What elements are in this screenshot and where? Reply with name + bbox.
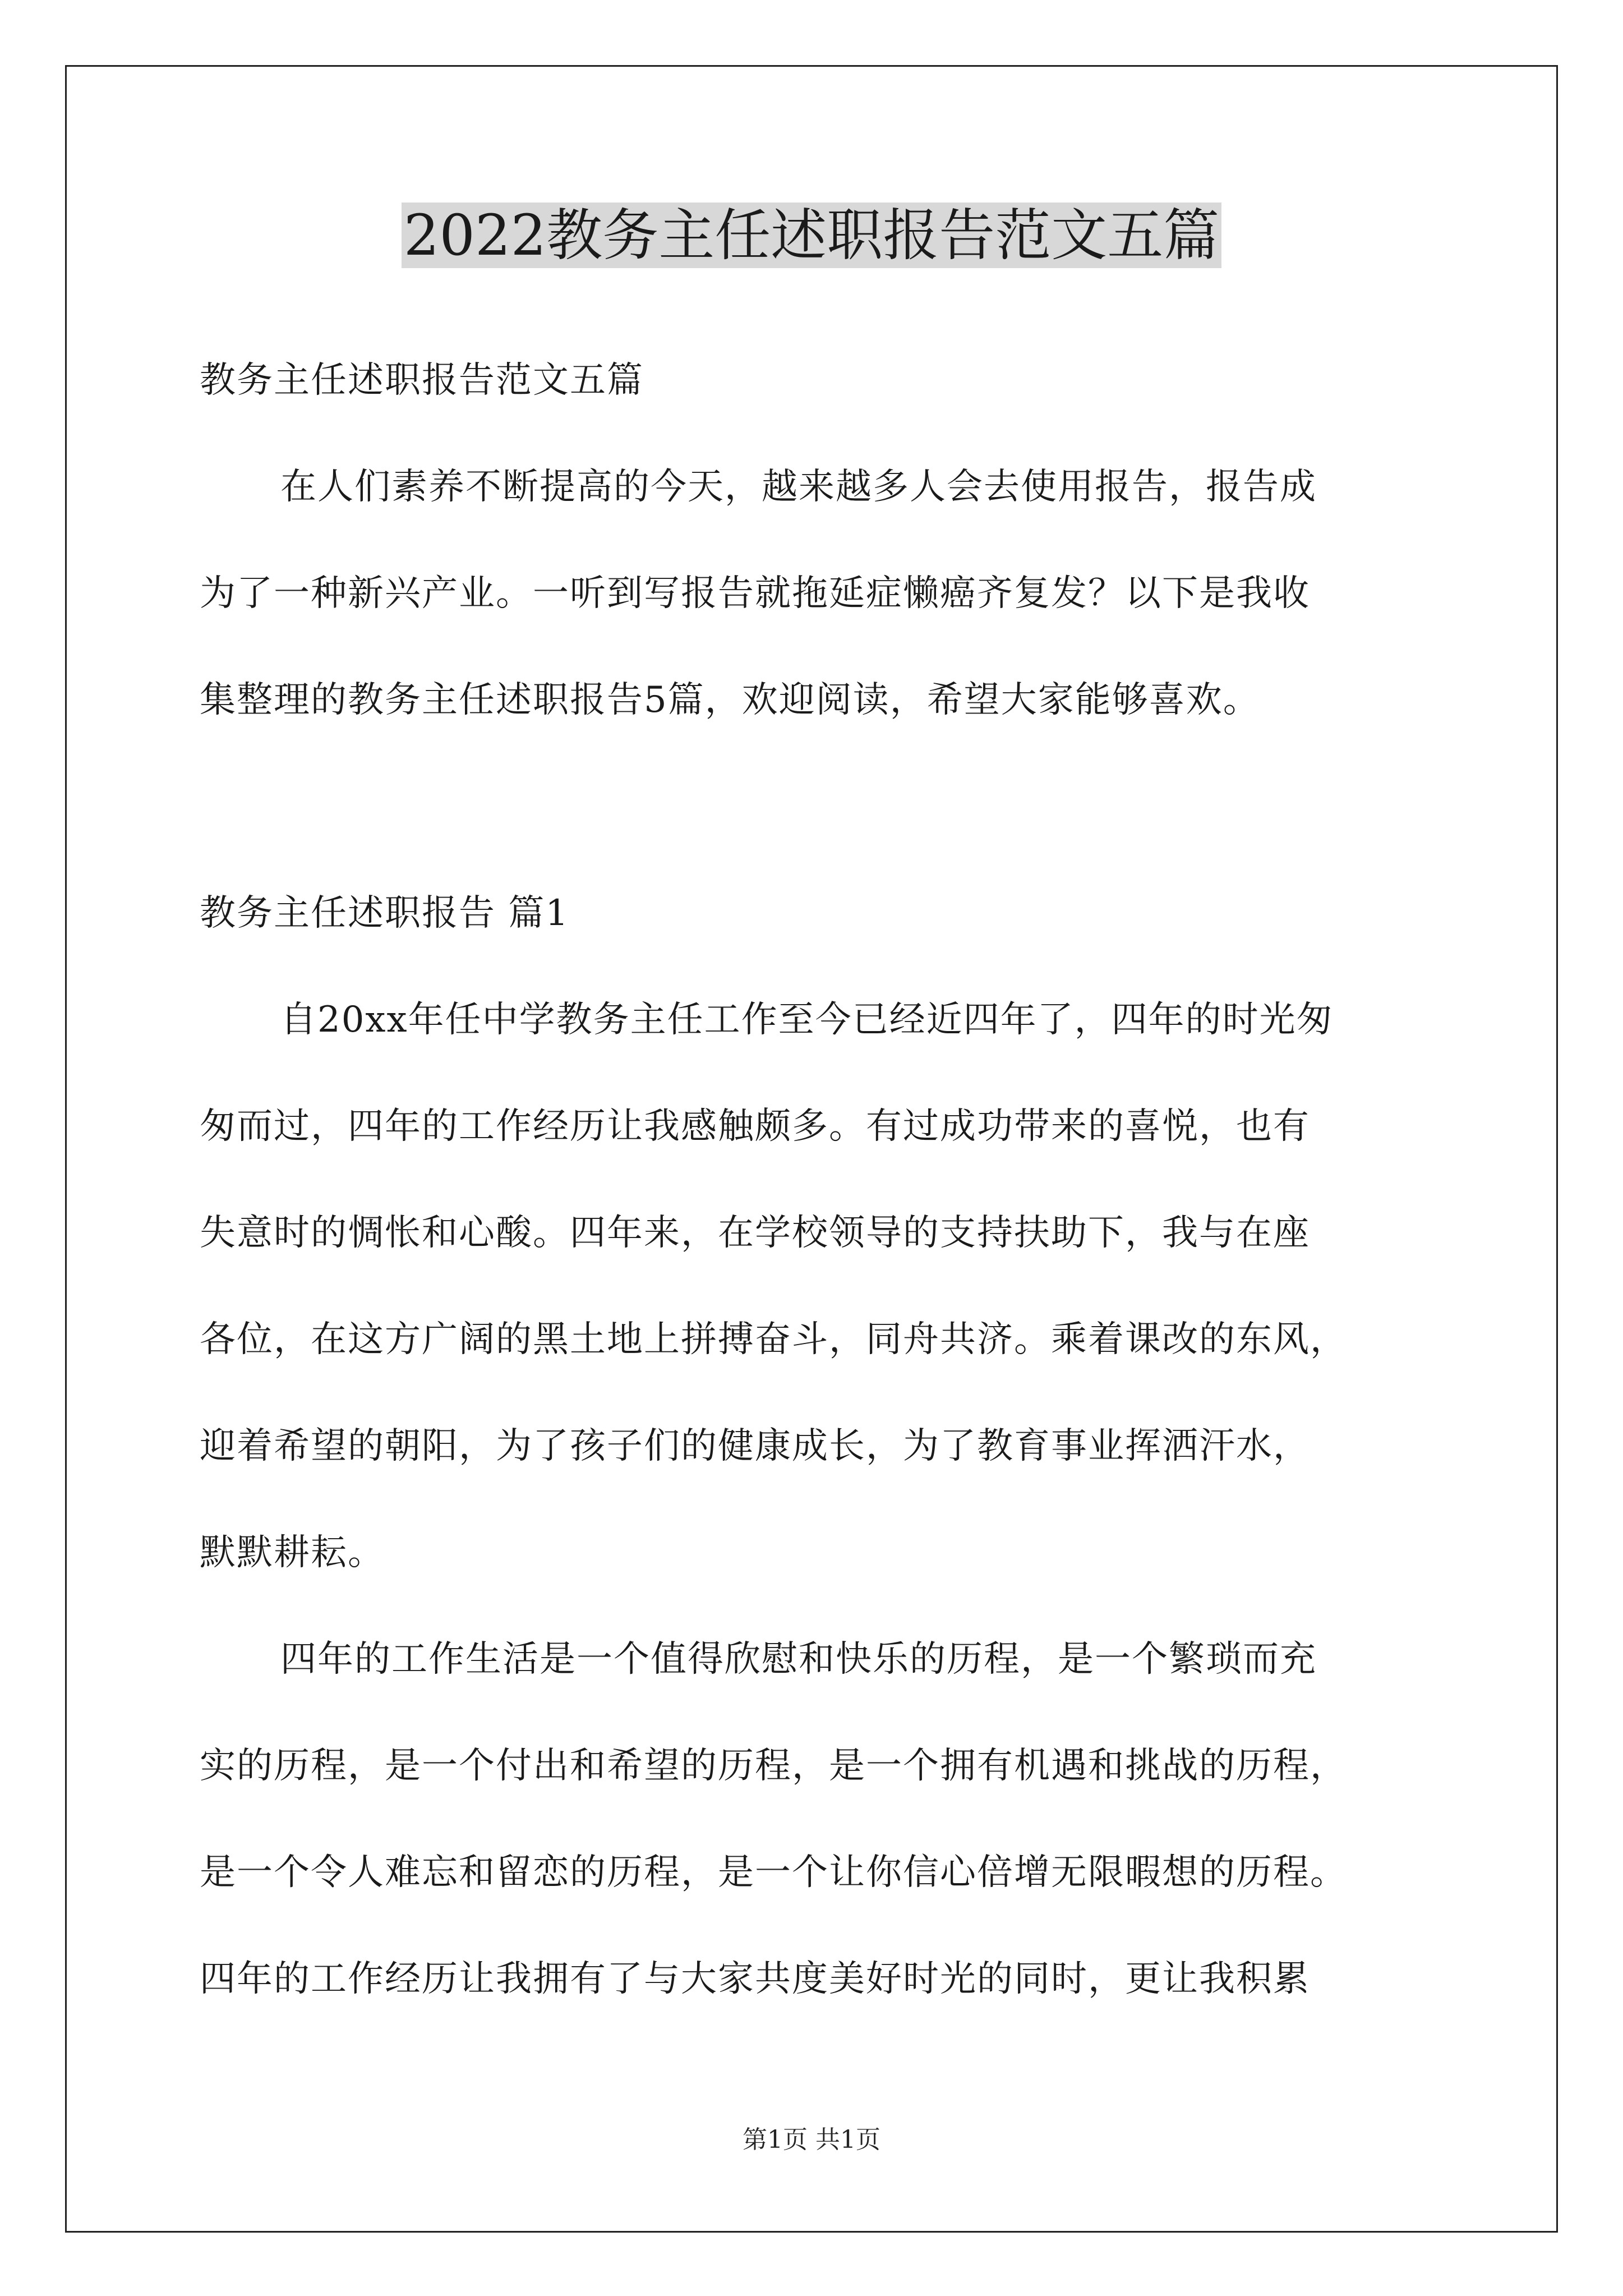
document-subtitle: 教务主任述职报告范文五篇 xyxy=(200,360,644,401)
paragraph-line: 是一个令人难忘和留恋的历程，是一个让你信心倍增无限暇想的历程。 xyxy=(200,1852,1347,1893)
paragraph-line: 失意时的惆怅和心酸。四年来，在学校领导的支持扶助下，我与在座 xyxy=(200,1212,1310,1254)
paragraph-line: 各位，在这方广阔的黑土地上拼搏奋斗，同舟共济。乘着课改的东风， xyxy=(200,1319,1347,1360)
document-title-text: 2022教务主任述职报告范文五篇 xyxy=(402,203,1222,268)
paragraph-line: 默默耕耘。 xyxy=(200,1532,385,1573)
paragraph-line: 迎着希望的朝阳，为了孩子们的健康成长，为了教育事业挥洒汗水， xyxy=(200,1425,1310,1467)
paragraph-line: 匆而过，四年的工作经历让我感触颇多。有过成功带来的喜悦，也有 xyxy=(200,1106,1310,1147)
paragraph-line: 实的历程，是一个付出和希望的历程，是一个拥有机遇和挑战的历程， xyxy=(200,1745,1347,1787)
intro-line: 在人们素养不断提高的今天，越来越多人会去使用报告，报告成 xyxy=(280,466,1317,508)
document-title xyxy=(0,196,1623,275)
paragraph-line: 四年的工作经历让我拥有了与大家共度美好时光的同时，更让我积累 xyxy=(200,1958,1310,2000)
paragraph-line: 自20xx年任中学教务主任工作至今已经近四年了，四年的时光匆 xyxy=(280,999,1334,1041)
paragraph-line: 四年的工作生活是一个值得欣慰和快乐的历程，是一个繁琐而充 xyxy=(280,1639,1317,1680)
intro-line: 为了一种新兴产业。一听到写报告就拖延症懒癌齐复发？以下是我收 xyxy=(200,573,1310,614)
section-heading: 教务主任述职报告 篇1 xyxy=(200,892,570,934)
page-footer: 第1页 共1页 xyxy=(743,2125,880,2154)
intro-line: 集整理的教务主任述职报告5篇，欢迎阅读，希望大家能够喜欢。 xyxy=(200,679,1260,721)
